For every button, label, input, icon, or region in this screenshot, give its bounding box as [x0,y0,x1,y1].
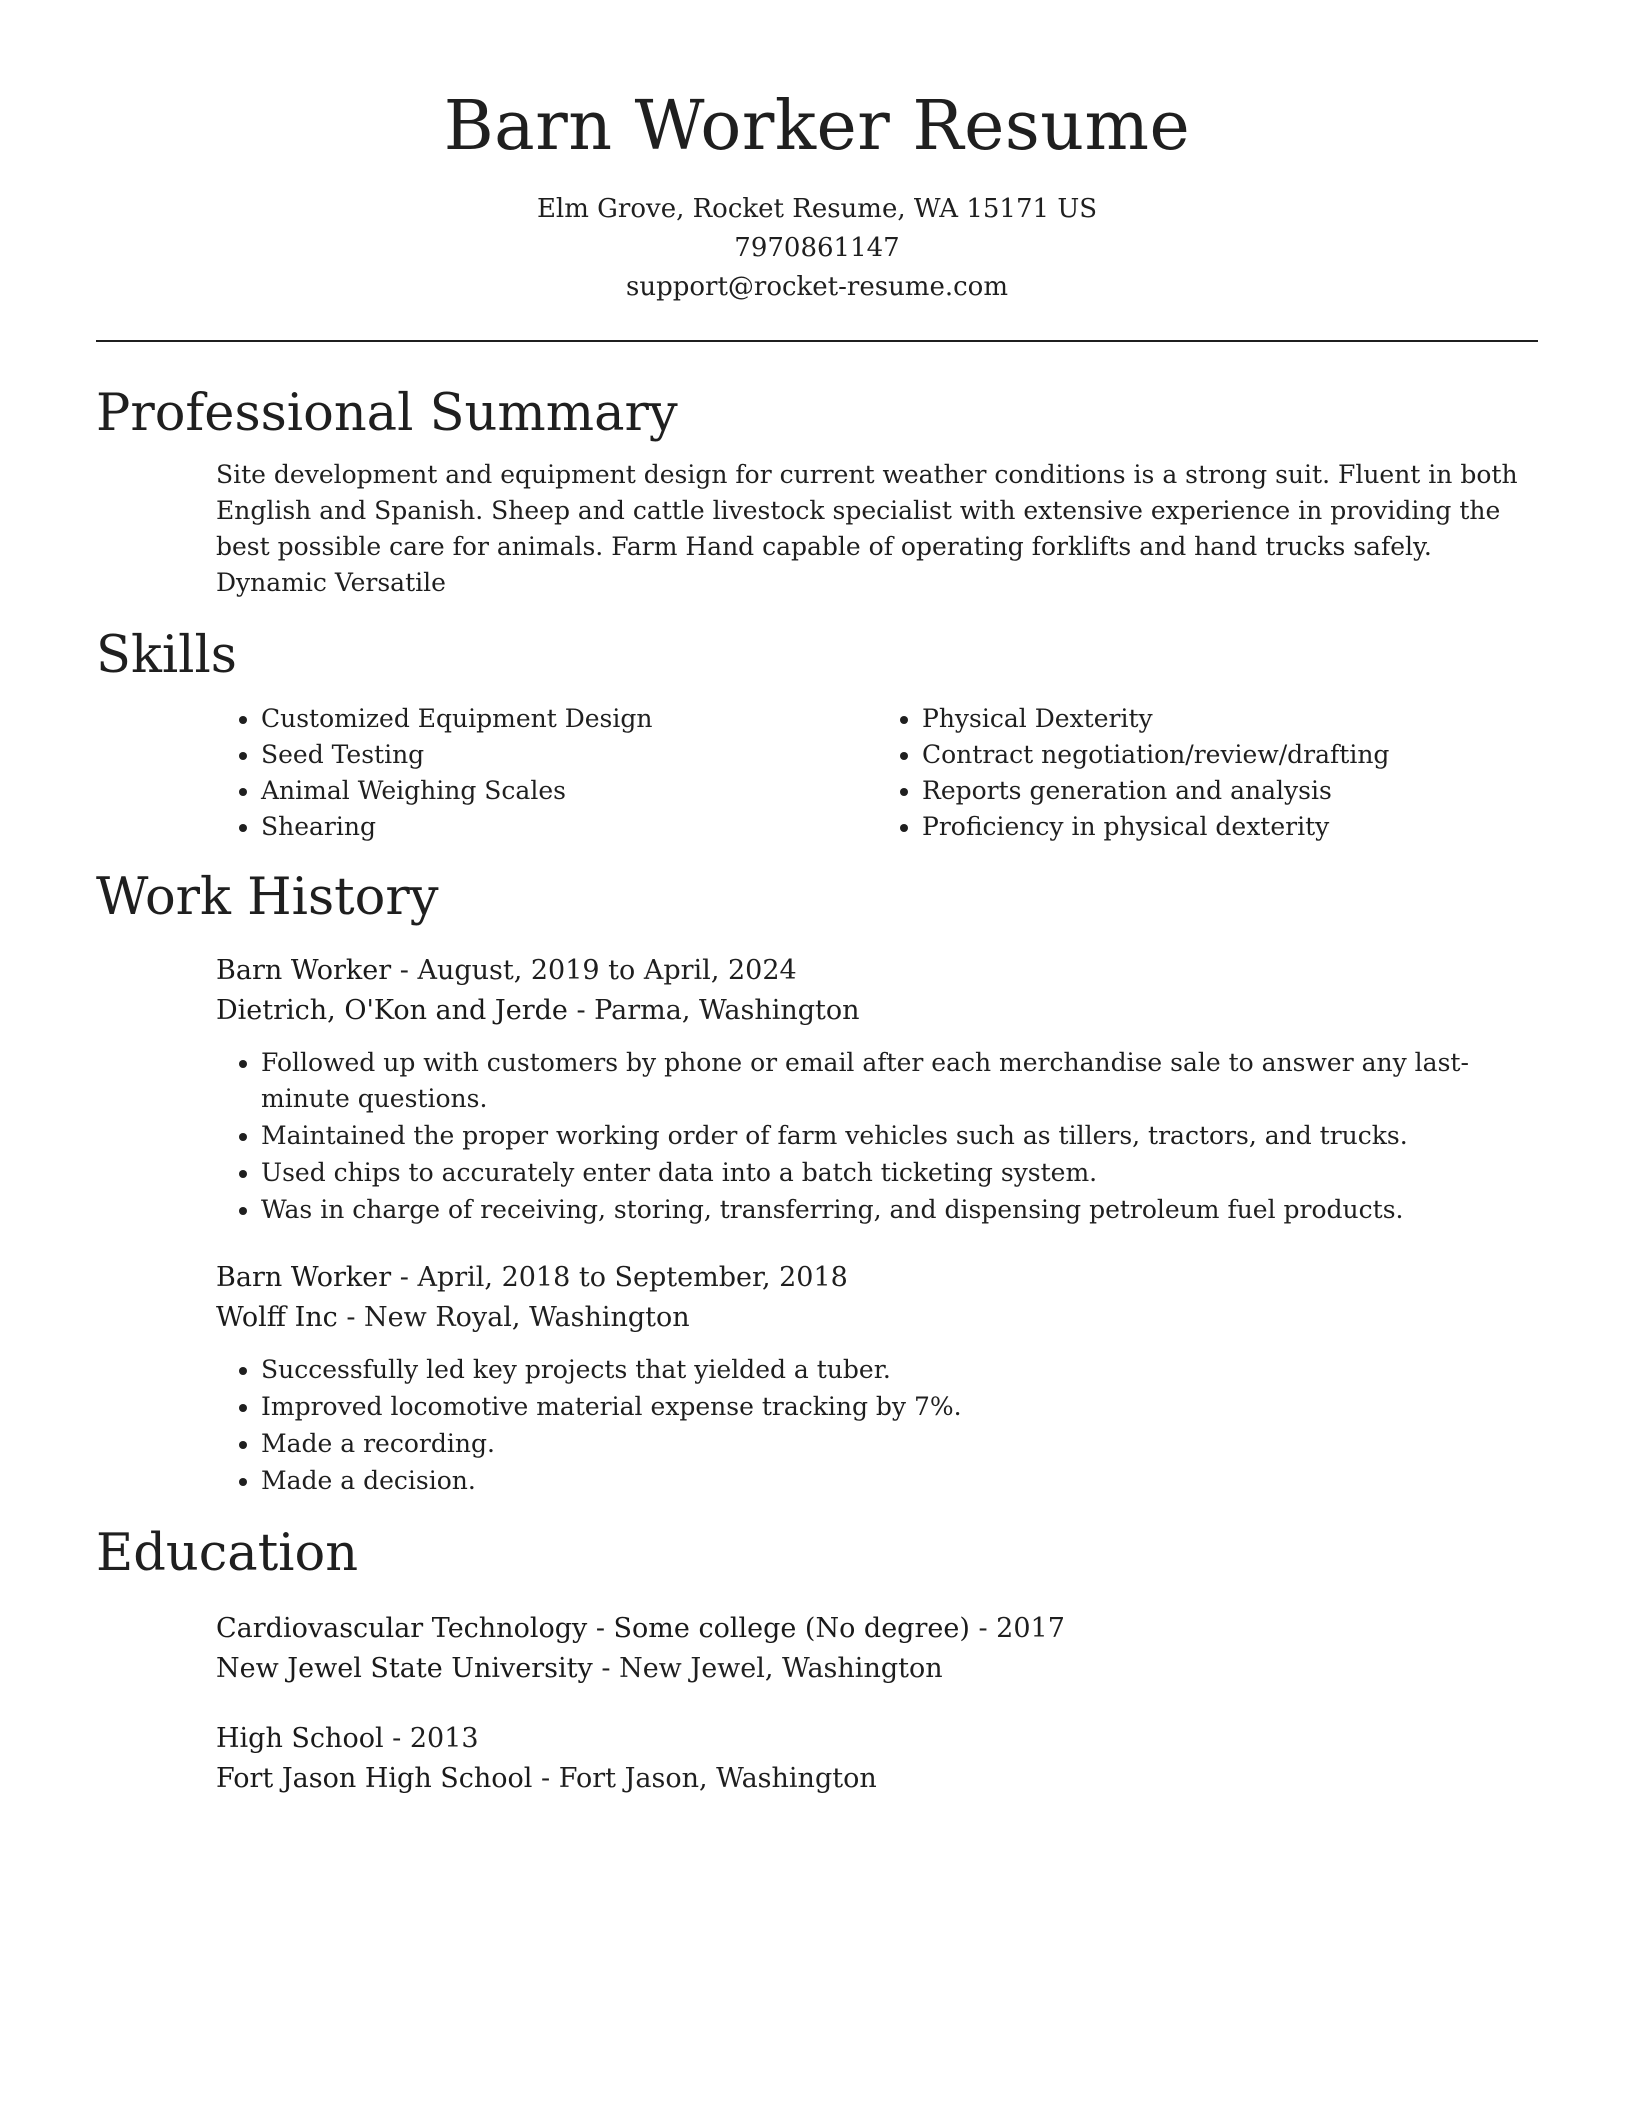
job-duty: • Followed up with customers by phone or email after each merchandise sale to answer any last-minute questions. [261,1045,1511,1117]
skills-column-right [877,701,1538,845]
job-duty: • Successfully led key projects that yielded a tuber. [261,1352,1511,1388]
education-entry [216,1719,1538,1799]
job-position: Barn Worker [216,1262,392,1293]
skill-item: • Seed Testing [261,737,877,773]
job-location: - New Royal, Washington [337,1302,690,1333]
job-company: Dietrich, O'Kon and Jerde [216,995,568,1026]
education-degree: Cardiovascular Technology - Some college (No degree) [216,1613,970,1644]
education-school-line [216,1759,1538,1799]
skill-item: • Customized Equipment Design [261,701,877,737]
resume-header [96,0,1538,307]
education-entry [216,1609,1538,1689]
job-duty: • Was in charge of receiving, storing, transferring, and dispensing petroleum fuel products. [261,1192,1511,1228]
skills-column-left [216,701,877,845]
education-degree-line [216,1609,1538,1649]
education-year: - 2013 [383,1723,479,1754]
education-year: - 2017 [969,1613,1065,1644]
skills-heading: Skills [96,626,237,685]
education-location: - Fort Jason, Washington [532,1763,877,1794]
job-position: Barn Worker [216,955,392,986]
job-title-line [216,1258,1538,1298]
contact-address: Elm Grove, Rocket Resume, WA 15171 US [536,194,1098,224]
job-duty: • Used chips to accurately enter data into a batch ticketing system. [261,1155,1511,1191]
job-entry [216,1258,1538,1499]
contact-email: support@rocket-resume.com [625,272,1008,302]
job-company-line [216,1298,1538,1338]
skill-item: • Physical Dexterity [922,701,1538,737]
contact-phone: 7970861147 [734,233,900,263]
job-location: - Parma, Washington [567,995,860,1026]
job-duty: • Made a decision. [261,1463,1511,1499]
header-divider [96,340,1538,342]
education-school: New Jewel State University [216,1653,593,1684]
job-duty: • Made a recording. [261,1426,1511,1462]
skill-item: • Animal Weighing Scales [261,773,877,809]
resume-title: Barn Worker Resume [443,87,1191,166]
summary-text: Site development and equipment design for current weather conditions is a strong suit. Fluent in both English and Spanish. Sheep and cattle livestock specialist with extensive experience in providing the best possible care for animals. Farm Hand capable of operating forklifts and hand trucks safely. Dynamic Versatile [216,460,1518,597]
job-duties [216,1352,1511,1499]
skills-list [216,701,1538,845]
contact-info [96,190,1538,307]
job-dates: - April, 2018 to September, 2018 [391,1262,848,1293]
job-entry [216,951,1538,1228]
summary-heading: Professional Summary [96,384,678,443]
education-degree-line [216,1719,1538,1759]
work-history-heading: Work History [96,868,439,927]
job-duty: • Maintained the proper working order of farm vehicles such as tillers, tractors, and trucks. [261,1118,1511,1154]
education-school: Fort Jason High School [216,1763,533,1794]
job-duty: • Improved locomotive material expense tracking by 7%. [261,1389,1511,1425]
skill-item: • Contract negotiation/review/drafting [922,737,1538,773]
skill-item: • Proficiency in physical dexterity [922,809,1538,845]
education-school-line [216,1649,1538,1689]
job-dates: - August, 2019 to April, 2024 [391,955,797,986]
job-company-line [216,991,1538,1031]
job-company: Wolff Inc [216,1302,338,1333]
job-title-line [216,951,1538,991]
job-duties [216,1045,1511,1228]
education-location: - New Jewel, Washington [592,1653,943,1684]
skill-item: • Shearing [261,809,877,845]
skill-item: • Reports generation and analysis [922,773,1538,809]
education-heading: Education [96,1524,359,1583]
resume-page [96,0,1538,1799]
education-degree: High School [216,1723,384,1754]
